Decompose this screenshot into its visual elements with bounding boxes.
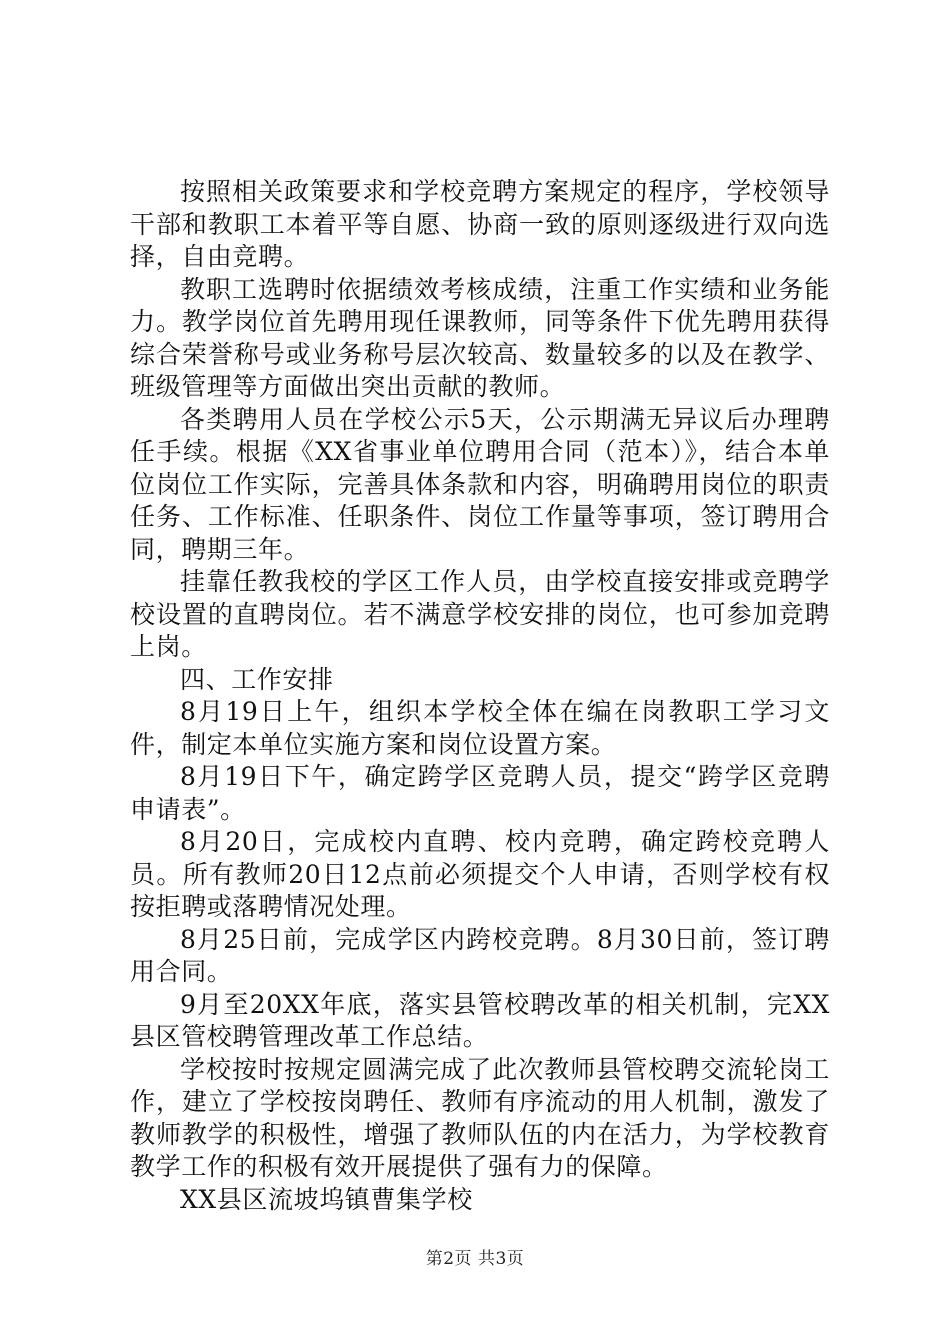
document-body bbox=[130, 176, 830, 1216]
signature-school-name: XX县区流坡坞镇曹集学校 bbox=[180, 1184, 473, 1214]
paragraph-aug25-30: 8月25日前，完成学区内跨校竞聘。8月30日前，签订聘用合同。 bbox=[130, 924, 830, 986]
paragraph-selection-criteria: 教职工选聘时依据绩效考核成绩，注重工作实绩和业务能力。教学岗位首先聘用现任课教师，同等条件下优先聘用获得综合荣誉称号或业务称号层次较高、数量较多的以及在教学、班级管理等方面做出突出贡献的教师。 bbox=[130, 274, 830, 401]
paragraph-september-year-end: 9月至20XX年底，落实县管校聘改革的相关机制，完XX县区管校聘管理改革工作总结。 bbox=[130, 989, 830, 1051]
paragraph-aug20: 8月20日，完成校内直聘、校内竞聘，确定跨校竞聘人员。所有教师20日12点前必须提交个人申请，否则学校有权按拒聘或落聘情况处理。 bbox=[130, 827, 830, 921]
paragraph-contract-signing: 各类聘用人员在学校公示5天，公示期满无异议后办理聘任手续。根据《XX省事业单位聘用合同（范本）》，结合本单位岗位工作实际，完善具体条款和内容，明确聘用岗位的职责任务、工作标准、任职条件、岗位工作量等事项，签订聘用合同，聘期三年。 bbox=[130, 404, 830, 564]
paragraph-aug19-morning: 8月19日上午，组织本学校全体在编在岗教职工学习文件，制定本单位实施方案和岗位设置方案。 bbox=[130, 697, 830, 759]
paragraph-summary: 学校按时按规定圆满完成了此次教师县管校聘交流轮岗工作，建立了学校按岗聘任、教师有序流动的用人机制，激发了教师教学的积极性，增强了教师队伍的内在活力，为学校教育教学工作的积极有效开展提供了强有力的保障。 bbox=[130, 1054, 830, 1181]
section-heading-work-arrangement: 四、工作安排 bbox=[180, 664, 334, 694]
paragraph-district-staff: 挂靠任教我校的学区工作人员，由学校直接安排或竞聘学校设置的直聘岗位。若不满意学校安排的岗位，也可参加竞聘上岗。 bbox=[130, 567, 830, 661]
paragraph-selection-procedure: 按照相关政策要求和学校竞聘方案规定的程序，学校领导干部和教职工本着平等自愿、协商一致的原则逐级进行双向选择，自由竞聘。 bbox=[130, 177, 830, 271]
paragraph-aug19-afternoon: 8月19日下午，确定跨学区竞聘人员，提交“跨学区竞聘申请表”。 bbox=[130, 762, 830, 824]
page-number-footer: 第2页 共3页 bbox=[425, 1249, 525, 1269]
